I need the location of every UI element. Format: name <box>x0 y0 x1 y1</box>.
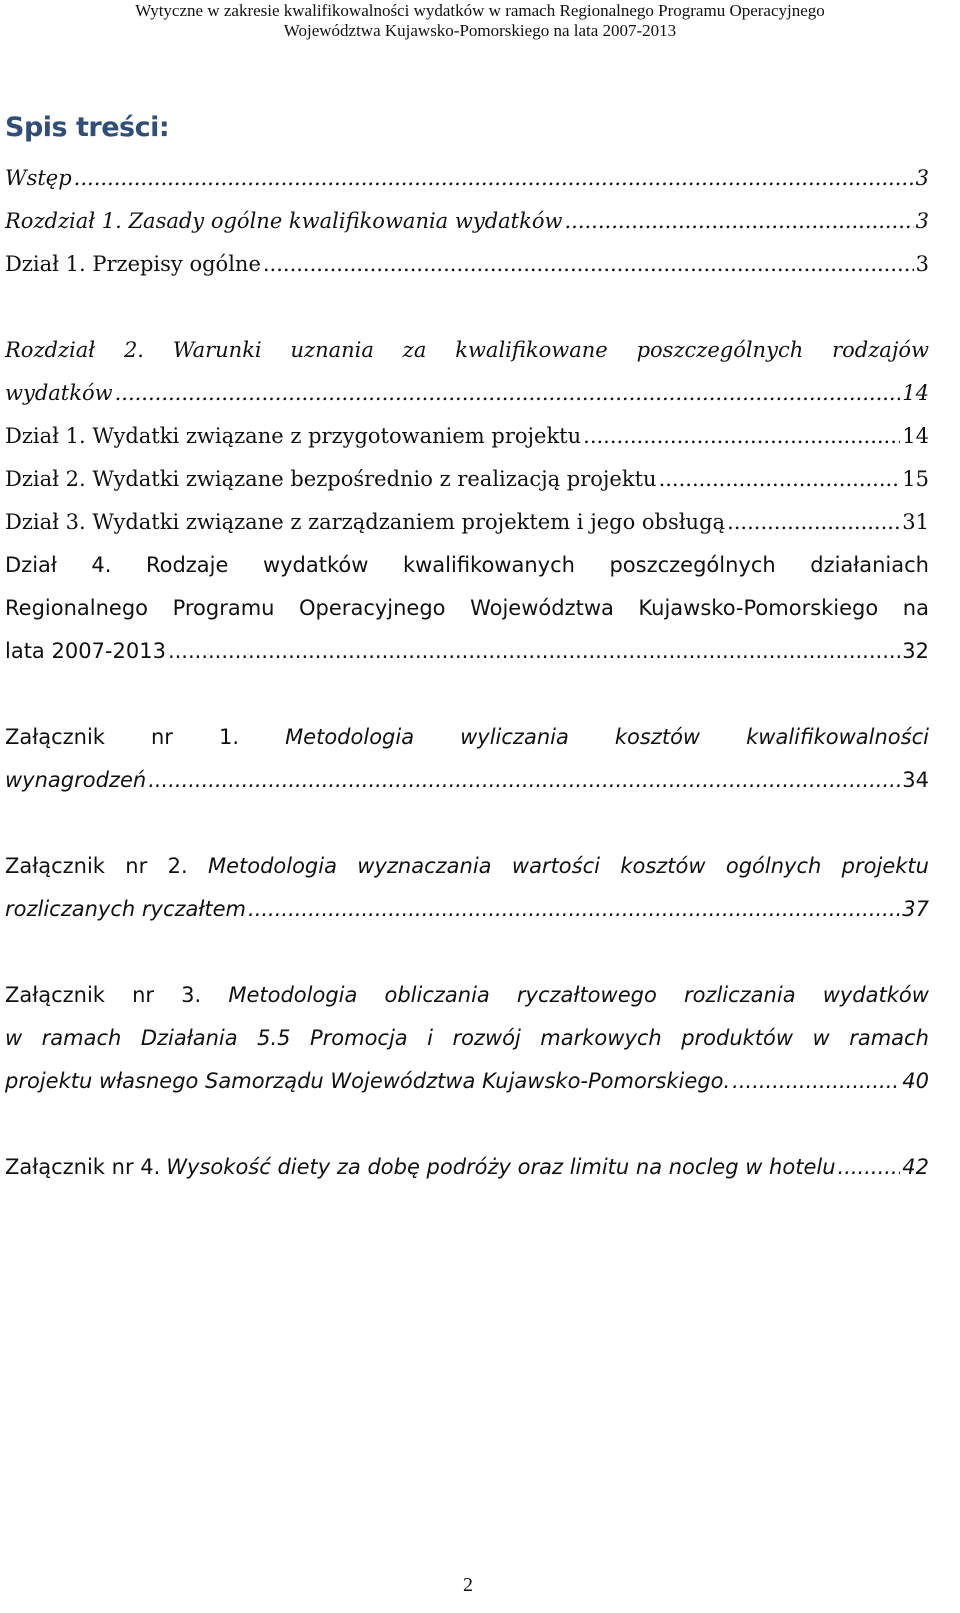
toc-leader-dots <box>564 200 913 243</box>
toc-word: Operacyjnego <box>299 596 446 620</box>
toc-page-number: 14 <box>902 381 929 405</box>
toc-page-number: 42 <box>902 1155 929 1179</box>
toc-leader-dots <box>583 415 900 458</box>
toc-entry-zalacznik-4[interactable] <box>5 1146 929 1189</box>
page-number: 2 <box>463 1574 473 1596</box>
toc-word: Rozdział <box>5 338 96 362</box>
toc-word: nr <box>151 725 173 749</box>
toc-entry-line <box>5 845 929 888</box>
toc-word: w <box>5 1026 23 1050</box>
toc-word: Załącznik <box>5 983 105 1007</box>
toc-leader-dots <box>168 630 900 673</box>
toc-word: ryczałtowego <box>516 983 657 1007</box>
toc-word: rodzajów <box>832 338 929 362</box>
toc-word: Promocja <box>309 1026 408 1050</box>
toc-entry-line <box>5 974 929 1017</box>
toc-word: Kujawsko-Pomorskiego <box>638 596 879 620</box>
toc-entry-text: rozliczanych ryczałtem <box>5 897 247 921</box>
toc-entry-text: Dział 1. Przepisy ogólne <box>5 252 261 276</box>
toc-word: Działania <box>140 1026 238 1050</box>
toc-page-number: 3 <box>915 209 929 233</box>
toc-word: ramach <box>41 1026 122 1050</box>
toc-page-number: 15 <box>902 467 929 491</box>
toc-entry-text: Wstęp <box>5 166 72 190</box>
toc-page-number: 40 <box>902 1069 929 1093</box>
toc-word: Metodologia <box>207 854 337 878</box>
toc-word: rozliczania <box>683 983 796 1007</box>
toc-entry-text: Rozdział 1. Zasady ogólne kwalifikowania wydatków <box>5 209 563 233</box>
toc-page-number: 37 <box>902 897 929 921</box>
toc-entry-r2-dzial-2[interactable] <box>5 458 929 501</box>
toc-page-number: 14 <box>902 424 929 448</box>
toc-entry-zalacznik-3[interactable] <box>5 974 929 1103</box>
toc-entry-label: Załącznik nr 4. <box>5 1155 161 1179</box>
toc-word: Warunki <box>172 338 262 362</box>
toc-word: kwalifikowanych <box>402 553 575 577</box>
toc-word: wyliczania <box>460 725 569 749</box>
toc-word: Województwa <box>470 596 614 620</box>
toc-word: Programu <box>172 596 275 620</box>
toc-entry-text: lata 2007-2013 <box>5 639 166 663</box>
toc-word: Dział <box>5 553 57 577</box>
toc-word: obliczania <box>384 983 490 1007</box>
toc-entry-text: wydatków <box>5 381 113 405</box>
toc-word: ogólnych <box>725 854 822 878</box>
toc-word: Załącznik <box>5 725 105 749</box>
toc-entry-zalacznik-1[interactable] <box>5 716 929 802</box>
toc-word: nr <box>132 983 155 1007</box>
toc-word: i <box>427 1026 433 1050</box>
toc-word: uznania <box>290 338 374 362</box>
toc-entry-r2-dzial-1[interactable] <box>5 415 929 458</box>
toc-word: kwalifikowalności <box>746 725 929 749</box>
toc-word: Załącznik <box>5 854 105 878</box>
toc-entry-rozdzial-1[interactable] <box>5 200 929 243</box>
toc-leader-dots <box>115 372 901 415</box>
toc-word: 3. <box>181 983 202 1007</box>
toc-word: poszczególnych <box>636 338 804 362</box>
toc-entry-r2-dzial-4[interactable] <box>5 544 929 673</box>
toc-word: produktów <box>681 1026 794 1050</box>
toc-word: 1. <box>218 725 240 749</box>
toc-word: za <box>402 338 427 362</box>
toc-word: 2. <box>167 854 188 878</box>
toc-entry-line <box>5 716 929 759</box>
toc-word: rozwój <box>452 1026 521 1050</box>
toc-entry-line <box>5 1017 929 1060</box>
toc-entry-line <box>5 587 929 630</box>
toc-word: 2. <box>123 338 144 362</box>
toc-leader-dots <box>727 501 900 544</box>
toc-leader-dots <box>148 759 900 802</box>
toc-leader-dots <box>732 1060 900 1103</box>
toc-word: kosztów <box>620 854 706 878</box>
toc-word: kwalifikowane <box>455 338 608 362</box>
toc-entry-text: Dział 1. Wydatki związane z przygotowaniem projektu <box>5 424 582 448</box>
toc-word: ramach <box>849 1026 929 1050</box>
toc-entry-zalacznik-2[interactable] <box>5 845 929 931</box>
toc-entry-text: projektu własnego Samorządu Województwa Kujawsko-Pomorskiego. <box>5 1069 731 1093</box>
toc-word: wydatków <box>822 983 929 1007</box>
toc-page-number: 3 <box>915 166 929 190</box>
toc-entry-r2-dzial-3[interactable] <box>5 501 929 544</box>
toc-leader-dots <box>74 157 914 200</box>
toc-word: nr <box>125 854 148 878</box>
toc-page-number: 32 <box>902 639 929 663</box>
toc-word: Metodologia <box>285 725 415 749</box>
toc-word: Regionalnego <box>5 596 149 620</box>
toc-leader-dots <box>263 243 914 286</box>
toc-page-number: 31 <box>902 510 929 534</box>
toc-word: wyznaczania <box>357 854 492 878</box>
header-line-2: Województwa Kujawsko-Pomorskiego na lata 2007-2013 <box>283 21 677 40</box>
toc-entry-rozdzial-2[interactable] <box>5 329 929 415</box>
toc-word: Rodzaje <box>145 553 229 577</box>
toc-entry-text: Wysokość diety za dobę podróży oraz limitu na nocleg w hotelu <box>166 1155 836 1179</box>
toc-word: wartości <box>511 854 600 878</box>
toc-leader-dots <box>838 1146 901 1189</box>
toc-word: 5.5 <box>257 1026 291 1050</box>
toc-word: Metodologia <box>228 983 358 1007</box>
toc-word: 4. <box>91 553 112 577</box>
toc-entry-wstep[interactable] <box>5 157 929 200</box>
toc-entry-line <box>5 329 929 372</box>
toc-word: markowych <box>540 1026 662 1050</box>
toc-title: Spis treści: <box>5 112 170 143</box>
toc-word: wydatków <box>262 553 369 577</box>
toc-entry-text: wynagrodzeń <box>5 768 147 792</box>
toc-word: projektu <box>841 854 929 878</box>
toc-leader-dots <box>248 888 900 931</box>
toc-entry-text: Dział 2. Wydatki związane bezpośrednio z realizacją projektu <box>5 467 657 491</box>
toc-page-number: 3 <box>915 252 929 276</box>
toc-entry-line <box>5 544 929 587</box>
toc-word: kosztów <box>614 725 701 749</box>
toc-leader-dots <box>659 458 901 501</box>
toc-word: działaniach <box>810 553 929 577</box>
toc-word: poszczególnych <box>609 553 776 577</box>
toc-page-number: 34 <box>902 768 929 792</box>
toc-word: w <box>812 1026 830 1050</box>
header-line-1: Wytyczne w zakresie kwalifikowalności wydatków w ramach Regionalnego Programu Operacyjnego <box>135 1 825 20</box>
toc-word: na <box>902 596 929 620</box>
toc-entry-text: Dział 3. Wydatki związane z zarządzaniem projektem i jego obsługą <box>5 510 726 534</box>
toc-entry-r1-dzial-1[interactable] <box>5 243 929 286</box>
